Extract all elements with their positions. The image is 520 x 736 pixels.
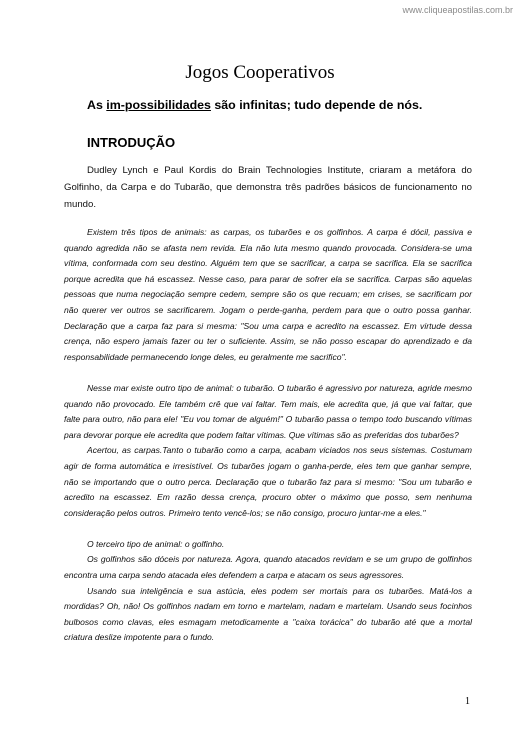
paragraph-golfinho-intro: O terceiro tipo de animal: o golfinho. — [87, 538, 225, 549]
subtitle-part-2: são infinitas; tudo depende de nós. — [210, 98, 423, 112]
body-text — [64, 225, 472, 646]
site-watermark: www.cliqueapostilas.com.br — [402, 5, 513, 15]
page-number: 1 — [465, 696, 470, 707]
subtitle-part-1: As — [87, 98, 107, 112]
page-title: Jogos Cooperativos — [185, 62, 335, 83]
paragraph-carpa: Existem três tipos de animais: as carpas, os tubarões e os golfinhos. A carpa é dócil, passiva e quando agredida não se afasta nem revida. Ela não luta mesmo quando provocada. Considera-se uma vítima, conformada com seu destino. Alguém tem que se sacrificar, a carpa se sacrifica. Ela se sacrifica porque acredita que há escassez. Nesse caso, para parar de sofrer ela se sacrifica. Carpas são aquelas pessoas que numa negociação sempre cedem, sempre são os que recuam; em crises, se sacrificam por não querer ver outros se sacrificarem. Jogam o perde-ganha, perdem para que o outro possa ganhar. Declaração que a carpa faz para si mesma: "Sou uma carpa e acredito na escassez. Em virtude dessa crença, não espero jamais fazer ou ter o suficiente. Assim, se não posso escapar do aprendizado e da responsabilidade permanecendo longe deles, eu geralmente me sacrifico". — [64, 227, 472, 362]
paragraph-tubarao-cont: Acertou, as carpas.Tanto o tubarão como a carpa, acabam viciados nos seus sistemas. Costumam agir de forma automática e irresistível. Os tubarões jogam o ganha-perde, eles tem que ganhar sempre, não se importando que o outro perca. Declaração que o tubarão faz para si mesmo: "Sou um tubarão e acredito na escassez. Em razão dessa crença, procuro obter o máximo que posso, sem nenhuma consideração pelos outros. Primeiro tento vencê-los; se não consigo, procuro juntar-me a eles." — [64, 445, 472, 518]
paragraph-tubarao: Nesse mar existe outro tipo de animal: o tubarão. O tubarão é agressivo por natureza, agride mesmo quando não provocado. Ele também crê que vai faltar. Tem mais, ele acredita que, já que vai faltar, que falte para outro, não para ele! "Eu vou tomar de alguém!" O tubarão passa o tempo todo buscando vítimas para devorar porque ele acredita que podem faltar vítimas. Que vítimas são as preferidas dos tubarões? — [64, 382, 472, 440]
subtitle-underlined-word: im-possibilidades — [106, 98, 211, 112]
intro-paragraph: Dudley Lynch e Paul Kordis do Brain Technologies Institute, criaram a metáfora do Golfinho, da Carpa e do Tubarão, que demonstra três padrões básicos de funcionamento no mundo. — [64, 165, 472, 210]
paragraph-golfinho: Os golfinhos são dóceis por natureza. Agora, quando atacados revidam e se um grupo de golfinhos encontra uma carpa sendo atacada eles defendem a carpa e atacam os seus agressores. — [64, 554, 472, 581]
paragraph-golfinho-cont: Usando sua inteligência e sua astúcia, eles podem ser mortais para os tubarões. Matá-los a mordidas? Oh, não! Os golfinhos nadam em torno e martelam, nadam e martelam. Usando seus focinhos bulbosos como clavas, eles esmagam metodicamente a "caixa torácica" do tubarão até que a mortal criatura deslize impotente para o fundo. — [64, 585, 472, 643]
page-subtitle — [87, 98, 487, 112]
section-heading: INTRODUÇÃO — [87, 135, 176, 150]
